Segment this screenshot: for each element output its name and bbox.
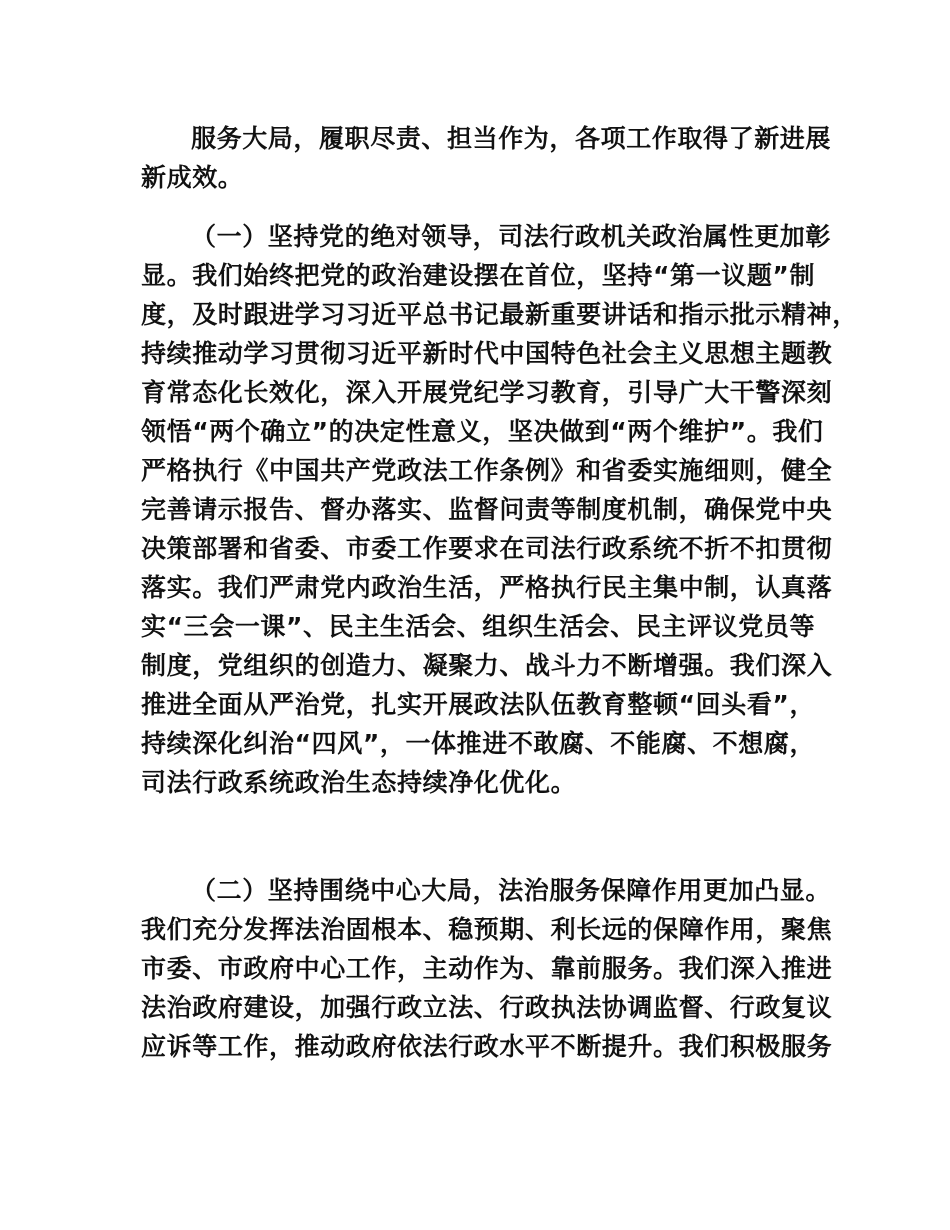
paragraph-3-line-5: 应诉等工作，推动政府依法行政水平不断提升。我们积极服务	[141, 1032, 833, 1061]
paragraph-2-line-5: 育常态化长效化，深入开展党纪学习教育，引导广大干警深刻	[141, 378, 833, 407]
paragraph-2-line-4: 持续推动学习贯彻习近平新时代中国特色社会主义思想主题教	[141, 339, 833, 368]
paragraph-2-line-8: 完善请示报告、督办落实、监督问责等制度机制，确保党中央	[141, 495, 833, 524]
paragraph-2-line-9: 决策部署和省委、市委工作要求在司法行政系统不折不扣贯彻	[141, 534, 833, 563]
paragraph-2-line-10: 落实。我们严肃党内政治生活，严格执行民主集中制，认真落	[141, 573, 833, 602]
paragraph-2-line-6: 领悟“两个确立”的决定性意义，坚决做到“两个维护”。我们	[141, 417, 824, 446]
paragraph-2-line-12: 制度，党组织的创造力、凝聚力、战斗力不断增强。我们深入	[141, 651, 833, 680]
paragraph-2	[141, 217, 858, 802]
paragraph-1-line-1: 服务大局，履职尽责、担当作为，各项工作取得了新进展	[191, 124, 832, 153]
paragraph-3	[141, 871, 833, 1066]
paragraph-1-line-2: 新成效。	[141, 163, 244, 192]
paragraph-2-line-7: 严格执行《中国共产党政法工作条例》和省委实施细则，健全	[141, 456, 833, 485]
paragraph-2-line-11: 实“三会一课”、民主生活会、组织生活会、民主评议党员等	[141, 612, 816, 641]
paragraph-3-line-4: 法治政府建设，加强行政立法、行政执法协调监督、行政复议	[141, 993, 833, 1022]
paragraph-3-line-1: （二）坚持围绕中心大局，法治服务保障作用更加凸显。	[191, 876, 832, 905]
paragraph-2-line-13: 推进全面从严治党，扎实开展政法队伍教育整顿“回头看”，	[141, 690, 816, 719]
paragraph-3-line-3: 市委、市政府中心工作，主动作为、靠前服务。我们深入推进	[141, 954, 833, 983]
paragraph-2-line-1: （一）坚持党的绝对领导，司法行政机关政治属性更加彰	[191, 222, 832, 251]
paragraph-2-line-2: 显。我们始终把党的政治建设摆在首位，坚持“第一议题”制	[141, 261, 816, 290]
paragraph-2-line-14: 持续深化纠治“四风”，一体推进不敢腐、不能腐、不想腐，	[141, 729, 816, 758]
paragraph-2-line-3: 度，及时跟进学习习近平总书记最新重要讲话和指示批示精神，	[141, 300, 858, 329]
paragraph-2-line-15: 司法行政系统政治生态持续净化优化。	[141, 768, 577, 797]
paragraph-1	[141, 119, 832, 197]
paragraph-3-line-2: 我们充分发挥法治固根本、稳预期、利长远的保障作用，聚焦	[141, 915, 833, 944]
